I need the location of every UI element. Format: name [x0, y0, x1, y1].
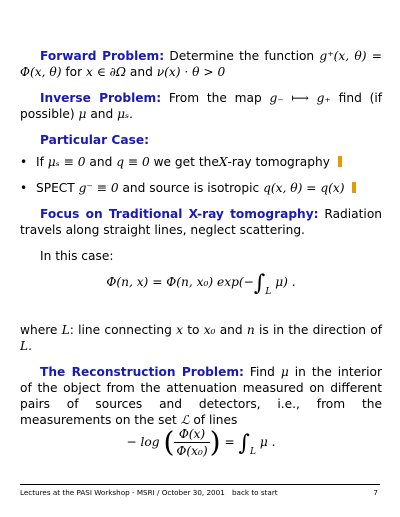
bullet1-text-d: -ray tomography: [227, 155, 330, 169]
bullet-dot: •: [20, 181, 28, 195]
slide-content: [20, 48, 382, 480]
integral-sign: ∫: [253, 271, 266, 296]
where-math-L: L: [61, 323, 70, 337]
forward-math-nu: ν(x) · θ > 0: [156, 65, 226, 79]
reconstruction-paragraph: [20, 364, 382, 428]
bullet-spect: [20, 180, 382, 196]
bullet2-math-1: g⁻ ≡ 0: [78, 181, 119, 195]
focus-heading: Focus on Traditional X-ray tomography:: [40, 207, 319, 221]
reconstruction-heading: The Reconstruction Problem:: [40, 365, 244, 379]
forward-math-x: x ∈ ∂Ω: [85, 65, 127, 79]
forward-problem-paragraph: [20, 48, 382, 80]
right-paren: ): [209, 425, 221, 459]
bullet-xray: [20, 154, 382, 170]
equation-left: Φ(n, x) = Φ(n, x₀) exp(−: [106, 275, 254, 289]
back-to-start-link[interactable]: back to start: [232, 488, 278, 497]
bullet1-math-2: q ≡ 0: [116, 155, 150, 169]
left-paren: (: [163, 425, 175, 459]
where-text-d: and: [219, 323, 243, 337]
where-math-x0: x₀: [203, 323, 216, 337]
inverse-math-mus: μₛ.: [117, 107, 134, 121]
footer-lecture-info: Lectures at the PASI Workshop - MSRI / October 30, 2001: [20, 488, 225, 497]
inverse-text-3: and: [90, 107, 114, 121]
focus-paragraph: [20, 206, 382, 238]
forward-problem-heading: Forward Problem:: [40, 49, 165, 63]
attenuation-equation: [20, 271, 382, 312]
forward-text-1: Determine the function: [169, 49, 315, 63]
phi-fraction: [174, 426, 209, 459]
where-paragraph: [20, 322, 382, 354]
forward-text-3: and: [129, 65, 153, 79]
forward-math-g: g⁺(x, θ) = Φ(x, θ): [20, 49, 382, 79]
reconstruction-text-1: Find: [249, 365, 275, 379]
page-number: 7: [373, 488, 378, 497]
inverse-math-mu: μ: [78, 107, 87, 121]
end-mark-icon: [352, 182, 356, 193]
reconstruction-text-2: in the interior of the object from the attenuation measured on different pairs of sources and detectors, i.e., from the measurements on the set: [20, 365, 383, 427]
fraction-denominator: Φ(x₀): [176, 444, 208, 458]
where-math-L2: L.: [20, 339, 32, 353]
equation-right: μ) .: [275, 275, 296, 289]
log-term: − log: [126, 435, 160, 449]
bullet2-text-b: and source is isotropic: [122, 181, 260, 195]
bullet2-text-a: SPECT: [36, 181, 75, 195]
inverse-text-1: From the map: [168, 91, 262, 105]
inverse-text-2: find (if possible): [20, 91, 382, 121]
reconstruction-equation: [20, 426, 382, 470]
bullet-dot: •: [20, 155, 28, 169]
fraction-numerator: Φ(x): [174, 426, 209, 443]
integral-sign: ∫: [238, 431, 251, 456]
where-math-n: n: [246, 323, 255, 337]
reconstruction-math-mu: μ: [280, 365, 289, 379]
bullet1-text-a: If: [36, 155, 44, 169]
inverse-problem-heading: Inverse Problem:: [40, 91, 162, 105]
end-mark-icon: [338, 156, 342, 167]
bullet1-text-c: we get the: [153, 155, 219, 169]
bullet1-math-1: μₛ ≡ 0: [47, 155, 86, 169]
reconstruction-math-set: ℒ: [180, 413, 190, 427]
focus-text: Radiation travels along straight lines, neglect scattering.: [20, 207, 382, 237]
inverse-problem-paragraph: [20, 90, 382, 122]
bullet1-math-3: X: [218, 155, 228, 169]
reconstruction-text-3: of lines: [193, 413, 238, 427]
where-text-e: is in the direction of: [259, 323, 382, 337]
where-math-x: x: [176, 323, 183, 337]
particular-case-heading: Particular Case:: [40, 133, 149, 147]
where-text-c: to: [187, 323, 200, 337]
slide-footer: [20, 484, 380, 501]
forward-text-2: for: [65, 65, 83, 79]
where-text-a: where: [20, 323, 58, 337]
integral-subscript: L: [250, 447, 256, 457]
bullet2-math-2: q(x, θ) = q(x): [263, 181, 345, 195]
particular-case-heading-line: [20, 132, 382, 148]
equals-sign: =: [224, 435, 235, 449]
integral-subscript: L: [265, 287, 272, 297]
case-intro: In this case:: [40, 249, 114, 263]
reconstruction-equation-right: μ .: [259, 435, 276, 449]
inverse-math-map: g₋ ⟼ g₊: [269, 91, 331, 105]
where-text-b: : line connecting: [69, 323, 172, 337]
bullet1-text-b: and: [89, 155, 113, 169]
